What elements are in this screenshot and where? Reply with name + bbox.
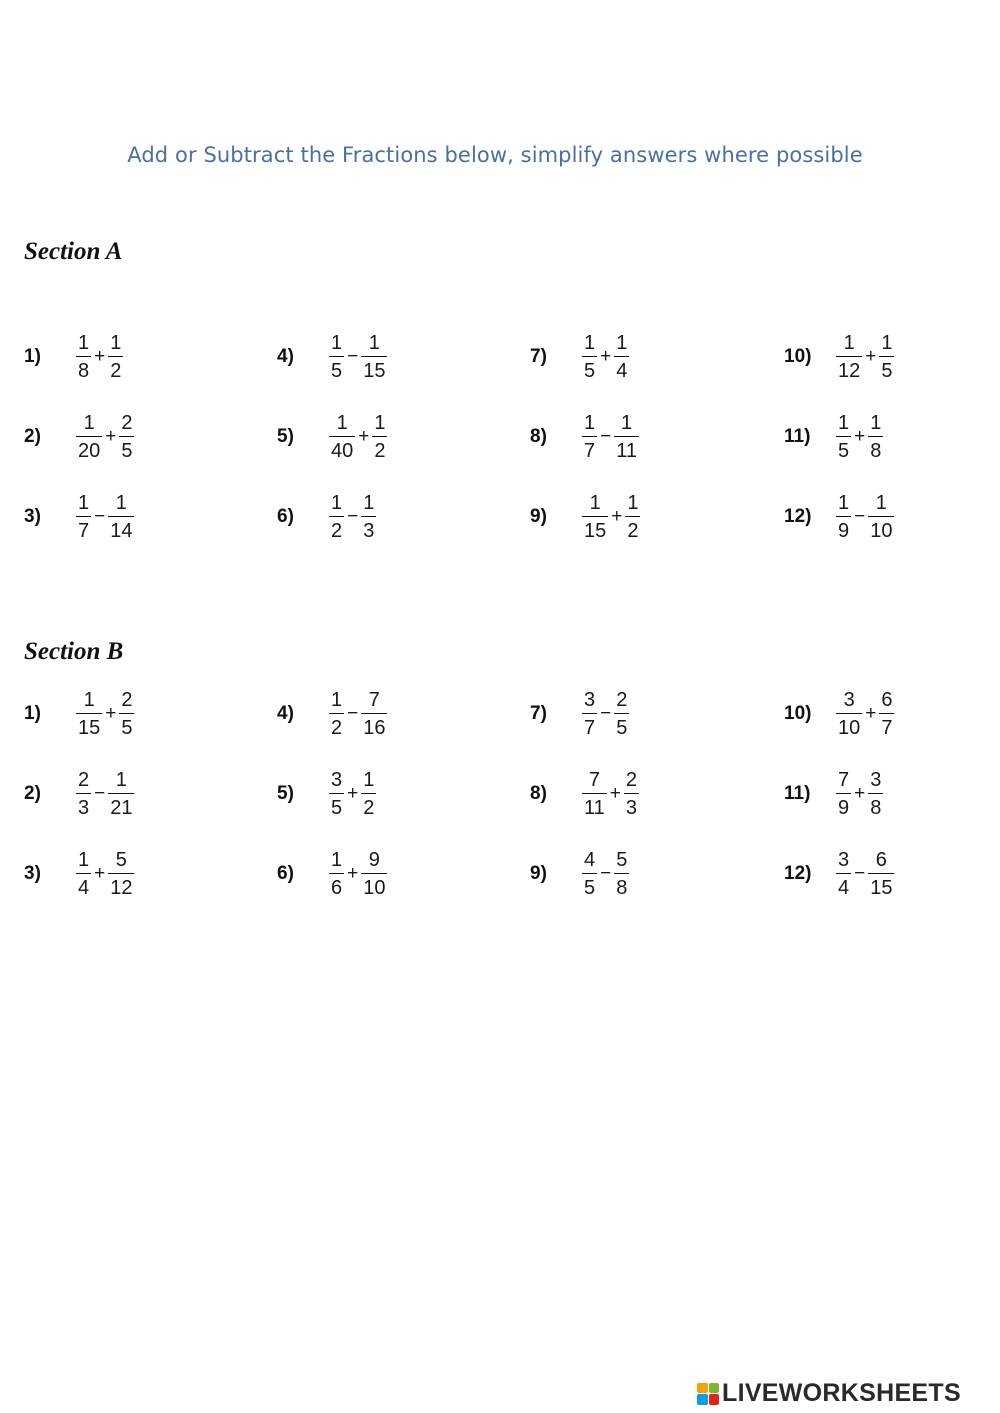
second-fraction xyxy=(879,333,894,382)
second-fraction xyxy=(624,770,639,819)
fraction-expression xyxy=(329,690,387,739)
first-fraction xyxy=(329,413,355,462)
fraction-expression xyxy=(329,850,387,899)
numerator: 1 xyxy=(331,491,343,514)
denominator: 10 xyxy=(838,717,861,740)
second-fraction xyxy=(879,690,894,739)
numerator: 6 xyxy=(875,848,887,871)
denominator: 6 xyxy=(331,877,343,900)
plus-sign: + xyxy=(105,426,117,447)
first-fraction xyxy=(582,850,597,899)
fraction-expression xyxy=(76,850,134,899)
numerator: 7 xyxy=(838,768,850,791)
problem-number: 7) xyxy=(530,346,547,367)
first-fraction xyxy=(836,770,851,819)
denominator: 7 xyxy=(584,717,596,740)
denominator: 40 xyxy=(331,440,354,463)
second-fraction xyxy=(625,493,640,542)
denominator: 9 xyxy=(838,797,850,820)
problem-item xyxy=(530,407,639,467)
numerator: 1 xyxy=(584,411,596,434)
problem-number: 2) xyxy=(24,426,41,447)
denominator: 5 xyxy=(584,360,596,383)
problem-number: 1) xyxy=(24,703,41,724)
plus-sign: + xyxy=(611,506,623,527)
denominator: 4 xyxy=(616,360,628,383)
denominator: 5 xyxy=(121,717,133,740)
plus-sign: + xyxy=(358,426,370,447)
denominator: 12 xyxy=(838,360,861,383)
numerator: 3 xyxy=(843,688,855,711)
first-fraction xyxy=(329,850,344,899)
denominator: 2 xyxy=(363,797,375,820)
second-fraction xyxy=(119,690,134,739)
problem-item xyxy=(277,844,387,904)
logo-square-2 xyxy=(709,1383,720,1394)
denominator: 4 xyxy=(78,877,90,900)
denominator: 5 xyxy=(331,797,343,820)
numerator: 3 xyxy=(584,688,596,711)
problem-number: 5) xyxy=(277,783,294,804)
numerator: 1 xyxy=(616,331,628,354)
numerator: 1 xyxy=(110,331,122,354)
problem-number: 11) xyxy=(784,426,811,447)
section-b-title: Section B xyxy=(24,638,124,665)
problem-number: 10) xyxy=(784,346,812,367)
plus-sign: + xyxy=(854,783,866,804)
denominator: 2 xyxy=(331,717,343,740)
denominator: 21 xyxy=(110,797,133,820)
first-fraction xyxy=(76,850,91,899)
liveworksheets-logo xyxy=(697,1379,961,1408)
numerator: 1 xyxy=(83,411,95,434)
problem-item xyxy=(530,327,629,387)
first-fraction xyxy=(582,413,597,462)
numerator: 2 xyxy=(616,688,628,711)
second-fraction xyxy=(614,413,639,462)
problem-item xyxy=(530,684,629,744)
plus-sign: + xyxy=(105,703,117,724)
problem-item xyxy=(277,684,387,744)
instructions-text: Add or Subtract the Fractions below, simplify answers where possible xyxy=(127,143,863,167)
second-fraction xyxy=(868,770,883,819)
plus-sign: + xyxy=(347,783,359,804)
problem-item xyxy=(784,764,883,824)
fraction-expression xyxy=(329,333,387,382)
denominator: 5 xyxy=(331,360,343,383)
minus-sign: − xyxy=(854,863,866,884)
denominator: 2 xyxy=(627,520,639,543)
first-fraction xyxy=(76,413,102,462)
numerator: 1 xyxy=(363,768,375,791)
numerator: 1 xyxy=(838,411,850,434)
minus-sign: − xyxy=(94,783,106,804)
denominator: 5 xyxy=(584,877,596,900)
numerator: 1 xyxy=(331,848,343,871)
denominator: 11 xyxy=(584,797,605,820)
numerator: 3 xyxy=(838,848,850,871)
second-fraction xyxy=(614,333,629,382)
numerator: 1 xyxy=(83,688,95,711)
denominator: 4 xyxy=(838,877,850,900)
problem-number: 6) xyxy=(277,506,294,527)
denominator: 16 xyxy=(363,717,386,740)
problem-item xyxy=(784,844,894,904)
problem-item xyxy=(277,764,376,824)
plus-sign: + xyxy=(854,426,866,447)
denominator: 12 xyxy=(110,877,133,900)
numerator: 1 xyxy=(331,331,343,354)
fraction-expression xyxy=(582,413,639,462)
problem-item xyxy=(530,764,639,824)
numerator: 1 xyxy=(331,688,343,711)
problem-item xyxy=(784,684,894,744)
problem-number: 5) xyxy=(277,426,294,447)
fraction-expression xyxy=(76,770,134,819)
problem-number: 1) xyxy=(24,346,41,367)
minus-sign: − xyxy=(347,506,359,527)
second-fraction xyxy=(108,850,134,899)
second-fraction xyxy=(868,850,894,899)
denominator: 7 xyxy=(584,440,596,463)
problem-number: 12) xyxy=(784,863,812,884)
fraction-expression xyxy=(582,850,629,899)
numerator: 5 xyxy=(115,848,127,871)
numerator: 1 xyxy=(627,491,639,514)
denominator: 14 xyxy=(110,520,133,543)
numerator: 1 xyxy=(881,331,893,354)
denominator: 8 xyxy=(78,360,90,383)
first-fraction xyxy=(76,493,91,542)
numerator: 1 xyxy=(78,331,90,354)
fraction-expression xyxy=(76,493,134,542)
fraction-expression xyxy=(836,850,894,899)
first-fraction xyxy=(582,333,597,382)
problem-number: 12) xyxy=(784,506,812,527)
first-fraction xyxy=(836,333,862,382)
problem-item xyxy=(784,487,894,547)
first-fraction xyxy=(329,493,344,542)
numerator: 2 xyxy=(625,768,637,791)
problem-number: 10) xyxy=(784,703,812,724)
numerator: 1 xyxy=(78,848,90,871)
fraction-expression xyxy=(836,413,883,462)
fraction-expression xyxy=(329,413,387,462)
numerator: 5 xyxy=(616,848,628,871)
problem-item xyxy=(277,487,376,547)
denominator: 9 xyxy=(838,520,850,543)
problem-number: 3) xyxy=(24,506,41,527)
first-fraction xyxy=(582,493,608,542)
first-fraction xyxy=(329,770,344,819)
problem-item xyxy=(530,487,640,547)
numerator: 1 xyxy=(870,411,882,434)
first-fraction xyxy=(76,690,102,739)
logo-square-1 xyxy=(697,1383,708,1394)
first-fraction xyxy=(836,690,862,739)
minus-sign: − xyxy=(347,346,359,367)
plus-sign: + xyxy=(609,783,621,804)
first-fraction xyxy=(582,770,607,819)
denominator: 10 xyxy=(363,877,386,900)
fraction-expression xyxy=(582,333,629,382)
second-fraction xyxy=(361,690,387,739)
numerator: 2 xyxy=(78,768,90,791)
second-fraction xyxy=(361,493,376,542)
fraction-expression xyxy=(836,333,894,382)
fraction-expression xyxy=(582,690,629,739)
fraction-expression xyxy=(836,690,894,739)
denominator: 8 xyxy=(616,877,628,900)
first-fraction xyxy=(836,413,851,462)
second-fraction xyxy=(361,850,387,899)
logo-text: LIVEWORKSHEETS xyxy=(722,1379,961,1407)
section-a-title: Section A xyxy=(24,238,123,265)
fraction-expression xyxy=(329,770,376,819)
minus-sign: − xyxy=(94,506,106,527)
problem-item xyxy=(24,327,123,387)
problem-number: 8) xyxy=(530,783,547,804)
numerator: 6 xyxy=(881,688,893,711)
numerator: 2 xyxy=(121,411,133,434)
plus-sign: + xyxy=(865,703,877,724)
numerator: 1 xyxy=(115,768,127,791)
problem-item xyxy=(277,407,387,467)
plus-sign: + xyxy=(94,346,106,367)
minus-sign: − xyxy=(600,703,612,724)
problem-item xyxy=(784,327,894,387)
first-fraction xyxy=(582,690,597,739)
problem-number: 8) xyxy=(530,426,547,447)
denominator: 8 xyxy=(870,797,882,820)
numerator: 1 xyxy=(621,411,633,434)
minus-sign: − xyxy=(600,863,612,884)
problem-number: 4) xyxy=(277,346,294,367)
denominator: 7 xyxy=(78,520,90,543)
problem-item xyxy=(277,327,387,387)
second-fraction xyxy=(119,413,134,462)
denominator: 10 xyxy=(870,520,893,543)
numerator: 9 xyxy=(368,848,380,871)
denominator: 11 xyxy=(616,440,637,463)
problem-number: 6) xyxy=(277,863,294,884)
fraction-expression xyxy=(76,690,134,739)
problem-item xyxy=(24,487,134,547)
numerator: 3 xyxy=(870,768,882,791)
denominator: 5 xyxy=(881,360,893,383)
plus-sign: + xyxy=(94,863,106,884)
minus-sign: − xyxy=(854,506,866,527)
fraction-expression xyxy=(582,493,640,542)
denominator: 8 xyxy=(870,440,882,463)
numerator: 1 xyxy=(368,331,380,354)
numerator: 7 xyxy=(368,688,380,711)
denominator: 3 xyxy=(625,797,637,820)
second-fraction xyxy=(868,413,883,462)
denominator: 7 xyxy=(881,717,893,740)
fraction-expression xyxy=(76,333,123,382)
denominator: 3 xyxy=(78,797,90,820)
denominator: 15 xyxy=(78,717,101,740)
problem-item xyxy=(784,407,883,467)
second-fraction xyxy=(361,333,387,382)
denominator: 2 xyxy=(110,360,122,383)
denominator: 20 xyxy=(78,440,101,463)
numerator: 3 xyxy=(331,768,343,791)
first-fraction xyxy=(76,770,91,819)
second-fraction xyxy=(614,850,629,899)
denominator: 2 xyxy=(331,520,343,543)
numerator: 1 xyxy=(115,491,127,514)
denominator: 3 xyxy=(363,520,375,543)
problem-item xyxy=(24,844,134,904)
fraction-expression xyxy=(76,413,134,462)
minus-sign: − xyxy=(600,426,612,447)
second-fraction xyxy=(372,413,387,462)
problem-number: 3) xyxy=(24,863,41,884)
logo-square-4 xyxy=(709,1394,720,1405)
second-fraction xyxy=(868,493,894,542)
first-fraction xyxy=(836,493,851,542)
second-fraction xyxy=(108,770,134,819)
denominator: 5 xyxy=(616,717,628,740)
numerator: 7 xyxy=(588,768,600,791)
fraction-expression xyxy=(836,493,894,542)
numerator: 1 xyxy=(584,331,596,354)
problem-number: 2) xyxy=(24,783,41,804)
second-fraction xyxy=(361,770,376,819)
first-fraction xyxy=(836,850,851,899)
first-fraction xyxy=(329,690,344,739)
fraction-expression xyxy=(836,770,883,819)
fraction-expression xyxy=(582,770,639,819)
numerator: 1 xyxy=(875,491,887,514)
plus-sign: + xyxy=(865,346,877,367)
denominator: 15 xyxy=(870,877,893,900)
denominator: 15 xyxy=(363,360,386,383)
plus-sign: + xyxy=(600,346,612,367)
numerator: 1 xyxy=(843,331,855,354)
numerator: 1 xyxy=(374,411,386,434)
denominator: 5 xyxy=(838,440,850,463)
denominator: 5 xyxy=(121,440,133,463)
first-fraction xyxy=(76,333,91,382)
fraction-expression xyxy=(329,493,376,542)
problem-number: 7) xyxy=(530,703,547,724)
numerator: 1 xyxy=(363,491,375,514)
problem-item xyxy=(24,764,134,824)
second-fraction xyxy=(108,493,134,542)
problem-item xyxy=(24,407,134,467)
problem-number: 9) xyxy=(530,863,547,884)
problem-number: 11) xyxy=(784,783,811,804)
denominator: 15 xyxy=(584,520,607,543)
minus-sign: − xyxy=(347,703,359,724)
problem-number: 9) xyxy=(530,506,547,527)
second-fraction xyxy=(614,690,629,739)
numerator: 1 xyxy=(78,491,90,514)
problem-item xyxy=(24,684,134,744)
plus-sign: + xyxy=(347,863,359,884)
numerator: 2 xyxy=(121,688,133,711)
logo-grid-icon xyxy=(697,1383,719,1405)
numerator: 1 xyxy=(336,411,348,434)
logo-square-3 xyxy=(697,1394,708,1405)
second-fraction xyxy=(108,333,123,382)
problem-item xyxy=(530,844,629,904)
problem-number: 4) xyxy=(277,703,294,724)
numerator: 1 xyxy=(589,491,601,514)
denominator: 2 xyxy=(374,440,386,463)
numerator: 4 xyxy=(584,848,596,871)
numerator: 1 xyxy=(838,491,850,514)
first-fraction xyxy=(329,333,344,382)
